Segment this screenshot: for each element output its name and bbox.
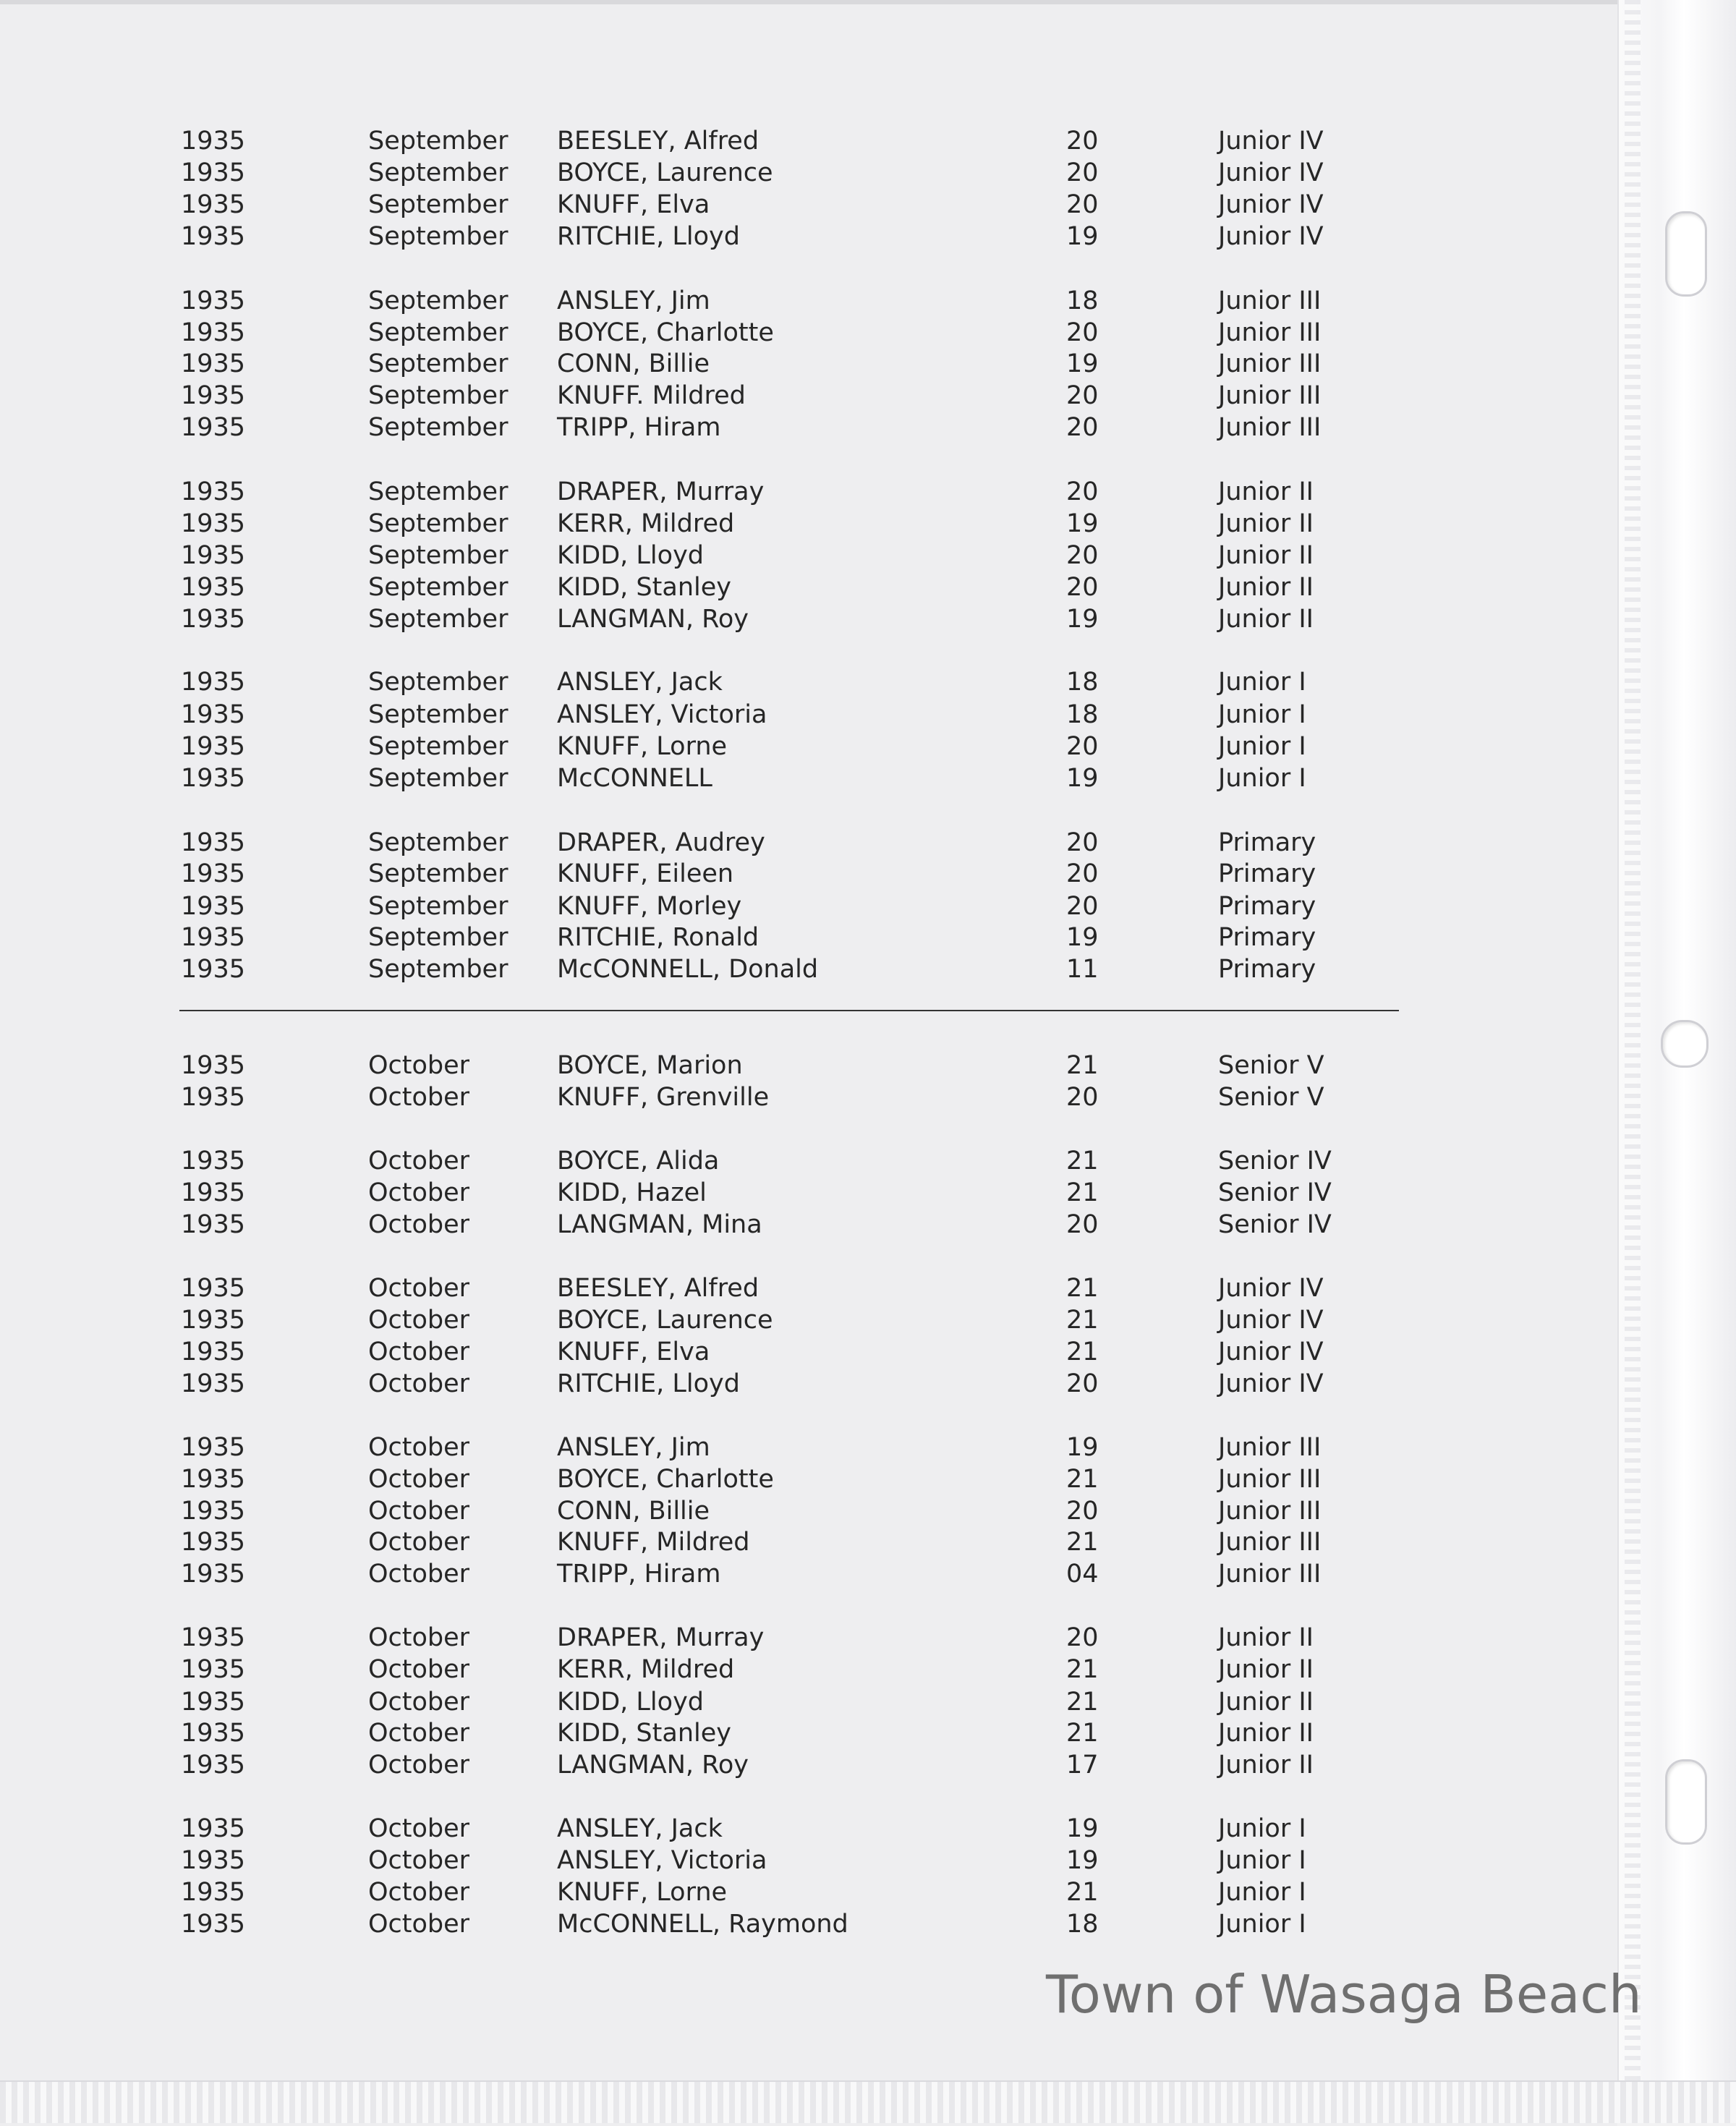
month-cell: September bbox=[368, 318, 509, 347]
table-row bbox=[0, 125, 1617, 157]
day-cell: 20 bbox=[1066, 1083, 1099, 1112]
year-cell: 1935 bbox=[181, 127, 246, 156]
day-cell: 21 bbox=[1066, 1878, 1099, 1907]
month-cell: September bbox=[368, 923, 509, 952]
month-cell: October bbox=[368, 1528, 470, 1557]
student-name-cell: RITCHIE, Lloyd bbox=[557, 1369, 740, 1398]
year-cell: 1935 bbox=[181, 859, 246, 888]
year-cell: 1935 bbox=[181, 955, 246, 984]
table-row bbox=[0, 221, 1617, 252]
binder-hole-middle bbox=[1661, 1020, 1709, 1068]
year-cell: 1935 bbox=[181, 828, 246, 857]
month-cell: September bbox=[368, 477, 509, 506]
sleeve-seam bbox=[1625, 0, 1641, 2122]
day-cell: 20 bbox=[1066, 573, 1099, 602]
student-name-cell: DRAPER, Murray bbox=[557, 477, 765, 506]
grade-cell: Junior IV bbox=[1218, 190, 1324, 219]
day-cell: 19 bbox=[1066, 1846, 1099, 1875]
grade-cell: Junior II bbox=[1218, 1719, 1314, 1748]
year-cell: 1935 bbox=[181, 700, 246, 729]
student-name-cell: RITCHIE, Lloyd bbox=[557, 222, 740, 251]
student-name-cell: BOYCE, Alida bbox=[557, 1147, 720, 1175]
student-name-cell: BOYCE, Laurence bbox=[557, 158, 773, 187]
grade-cell: Junior II bbox=[1218, 541, 1314, 570]
month-cell: September bbox=[368, 158, 509, 187]
student-name-cell: KNUFF, Eileen bbox=[557, 859, 734, 888]
month-cell: September bbox=[368, 892, 509, 921]
student-name-cell: LANGMAN, Roy bbox=[557, 1751, 749, 1780]
grade-cell: Junior IV bbox=[1218, 1369, 1324, 1398]
month-cell: September bbox=[368, 955, 509, 984]
day-cell: 20 bbox=[1066, 892, 1099, 921]
grade-cell: Junior II bbox=[1218, 1751, 1314, 1780]
student-name-cell: KNUFF, Morley bbox=[557, 892, 742, 921]
student-name-cell: RITCHIE, Ronald bbox=[557, 923, 760, 952]
month-cell: October bbox=[368, 1274, 470, 1303]
grade-cell: Primary bbox=[1218, 923, 1316, 952]
month-cell: September bbox=[368, 764, 509, 793]
day-cell: 21 bbox=[1066, 1274, 1099, 1303]
student-name-cell: McCONNELL bbox=[557, 764, 712, 793]
day-cell: 19 bbox=[1066, 1433, 1099, 1462]
month-separator-line bbox=[179, 1010, 1399, 1011]
student-name-cell: KERR, Mildred bbox=[557, 509, 735, 538]
year-cell: 1935 bbox=[181, 668, 246, 697]
grade-cell: Junior III bbox=[1218, 286, 1322, 315]
table-row bbox=[0, 1050, 1617, 1081]
grade-cell: Junior IV bbox=[1218, 1338, 1324, 1366]
student-name-cell: KIDD, Lloyd bbox=[557, 1688, 704, 1717]
day-cell: 04 bbox=[1066, 1560, 1099, 1589]
day-cell: 17 bbox=[1066, 1751, 1099, 1780]
day-cell: 20 bbox=[1066, 732, 1099, 761]
table-row bbox=[0, 1432, 1617, 1463]
month-cell: October bbox=[368, 1147, 470, 1175]
student-name-cell: KNUFF, Mildred bbox=[557, 1528, 750, 1557]
table-row bbox=[0, 157, 1617, 189]
year-cell: 1935 bbox=[181, 1306, 246, 1335]
month-cell: October bbox=[368, 1846, 470, 1875]
year-cell: 1935 bbox=[181, 381, 246, 410]
table-row bbox=[0, 1717, 1617, 1749]
day-cell: 20 bbox=[1066, 1210, 1099, 1239]
grade-cell: Junior I bbox=[1218, 764, 1306, 793]
year-cell: 1935 bbox=[181, 923, 246, 952]
grade-cell: Junior I bbox=[1218, 700, 1306, 729]
day-cell: 21 bbox=[1066, 1528, 1099, 1557]
month-cell: October bbox=[368, 1433, 470, 1462]
day-cell: 19 bbox=[1066, 923, 1099, 952]
year-cell: 1935 bbox=[181, 349, 246, 378]
student-name-cell: BEESLEY, Alfred bbox=[557, 1274, 760, 1303]
grade-cell: Junior III bbox=[1218, 318, 1322, 347]
student-name-cell: ANSLEY, Jack bbox=[557, 1814, 723, 1843]
table-row bbox=[0, 1845, 1617, 1876]
month-cell: October bbox=[368, 1688, 470, 1717]
binder-hole-bottom bbox=[1665, 1759, 1707, 1845]
student-name-cell: ANSLEY, Victoria bbox=[557, 1846, 767, 1875]
grade-cell: Primary bbox=[1218, 859, 1316, 888]
table-row bbox=[0, 1304, 1617, 1336]
year-cell: 1935 bbox=[181, 605, 246, 634]
day-cell: 20 bbox=[1066, 541, 1099, 570]
table-row bbox=[0, 1876, 1617, 1908]
grade-cell: Primary bbox=[1218, 828, 1316, 857]
student-name-cell: KNUFF. Mildred bbox=[557, 381, 746, 410]
day-cell: 21 bbox=[1066, 1655, 1099, 1684]
student-name-cell: CONN, Billie bbox=[557, 349, 710, 378]
month-cell: September bbox=[368, 127, 509, 156]
month-cell: September bbox=[368, 509, 509, 538]
table-row bbox=[0, 827, 1617, 859]
month-cell: October bbox=[368, 1623, 470, 1652]
table-row bbox=[0, 731, 1617, 762]
year-cell: 1935 bbox=[181, 1369, 246, 1398]
grade-cell: Junior I bbox=[1218, 668, 1306, 697]
day-cell: 19 bbox=[1066, 1814, 1099, 1843]
table-row bbox=[0, 1463, 1617, 1495]
day-cell: 20 bbox=[1066, 828, 1099, 857]
grade-cell: Junior IV bbox=[1218, 1274, 1324, 1303]
table-row bbox=[0, 1368, 1617, 1400]
student-name-cell: BEESLEY, Alfred bbox=[557, 127, 760, 156]
grade-cell: Junior II bbox=[1218, 1623, 1314, 1652]
student-name-cell: ANSLEY, Jim bbox=[557, 1433, 710, 1462]
grade-cell: Junior IV bbox=[1218, 158, 1324, 187]
table-row bbox=[0, 1813, 1617, 1845]
table-row bbox=[0, 1686, 1617, 1718]
month-cell: October bbox=[368, 1497, 470, 1526]
day-cell: 20 bbox=[1066, 190, 1099, 219]
year-cell: 1935 bbox=[181, 1497, 246, 1526]
table-row bbox=[0, 1908, 1617, 1940]
table-row bbox=[0, 571, 1617, 603]
student-name-cell: CONN, Billie bbox=[557, 1497, 710, 1526]
year-cell: 1935 bbox=[181, 509, 246, 538]
month-cell: October bbox=[368, 1719, 470, 1748]
year-cell: 1935 bbox=[181, 318, 246, 347]
month-cell: October bbox=[368, 1338, 470, 1366]
table-row bbox=[0, 1081, 1617, 1113]
year-cell: 1935 bbox=[181, 190, 246, 219]
day-cell: 21 bbox=[1066, 1147, 1099, 1175]
day-cell: 18 bbox=[1066, 1910, 1099, 1939]
day-cell: 18 bbox=[1066, 286, 1099, 315]
month-cell: September bbox=[368, 349, 509, 378]
year-cell: 1935 bbox=[181, 1210, 246, 1239]
year-cell: 1935 bbox=[181, 413, 246, 442]
table-row bbox=[0, 1654, 1617, 1685]
day-cell: 19 bbox=[1066, 764, 1099, 793]
day-cell: 21 bbox=[1066, 1306, 1099, 1335]
table-row bbox=[0, 699, 1617, 731]
student-name-cell: KNUFF, Elva bbox=[557, 190, 710, 219]
month-cell: October bbox=[368, 1560, 470, 1589]
grade-cell: Senior IV bbox=[1218, 1178, 1332, 1207]
student-name-cell: ANSLEY, Jack bbox=[557, 668, 723, 697]
grade-cell: Junior III bbox=[1218, 349, 1322, 378]
student-name-cell: ANSLEY, Victoria bbox=[557, 700, 767, 729]
student-name-cell: KIDD, Lloyd bbox=[557, 541, 704, 570]
grade-cell: Senior V bbox=[1218, 1083, 1324, 1112]
month-cell: October bbox=[368, 1655, 470, 1684]
day-cell: 20 bbox=[1066, 158, 1099, 187]
year-cell: 1935 bbox=[181, 541, 246, 570]
year-cell: 1935 bbox=[181, 732, 246, 761]
month-cell: October bbox=[368, 1178, 470, 1207]
binder-hole-top bbox=[1665, 211, 1707, 297]
year-cell: 1935 bbox=[181, 1623, 246, 1652]
grade-cell: Junior I bbox=[1218, 1910, 1306, 1939]
grade-cell: Junior I bbox=[1218, 1814, 1306, 1843]
day-cell: 18 bbox=[1066, 668, 1099, 697]
year-cell: 1935 bbox=[181, 1274, 246, 1303]
student-name-cell: KERR, Mildred bbox=[557, 1655, 735, 1684]
table-row bbox=[0, 922, 1617, 953]
month-cell: September bbox=[368, 573, 509, 602]
table-row bbox=[0, 285, 1617, 317]
grade-cell: Junior III bbox=[1218, 413, 1322, 442]
day-cell: 20 bbox=[1066, 1369, 1099, 1398]
grade-cell: Junior III bbox=[1218, 1465, 1322, 1494]
month-cell: October bbox=[368, 1910, 470, 1939]
year-cell: 1935 bbox=[181, 1560, 246, 1589]
grade-cell: Junior III bbox=[1218, 1528, 1322, 1557]
day-cell: 20 bbox=[1066, 477, 1099, 506]
table-row bbox=[0, 953, 1617, 985]
student-name-cell: DRAPER, Audrey bbox=[557, 828, 765, 857]
grade-cell: Junior II bbox=[1218, 1655, 1314, 1684]
grade-cell: Junior IV bbox=[1218, 1306, 1324, 1335]
day-cell: 21 bbox=[1066, 1178, 1099, 1207]
year-cell: 1935 bbox=[181, 1878, 246, 1907]
student-name-cell: McCONNELL, Donald bbox=[557, 955, 819, 984]
table-row bbox=[0, 380, 1617, 412]
grade-cell: Junior III bbox=[1218, 381, 1322, 410]
day-cell: 21 bbox=[1066, 1719, 1099, 1748]
day-cell: 21 bbox=[1066, 1688, 1099, 1717]
student-name-cell: BOYCE, Charlotte bbox=[557, 318, 774, 347]
grade-cell: Primary bbox=[1218, 955, 1316, 984]
year-cell: 1935 bbox=[181, 222, 246, 251]
day-cell: 21 bbox=[1066, 1051, 1099, 1080]
month-cell: October bbox=[368, 1878, 470, 1907]
day-cell: 20 bbox=[1066, 1623, 1099, 1652]
day-cell: 19 bbox=[1066, 222, 1099, 251]
year-cell: 1935 bbox=[181, 1178, 246, 1207]
day-cell: 20 bbox=[1066, 127, 1099, 156]
student-name-cell: KIDD, Stanley bbox=[557, 573, 731, 602]
grade-cell: Junior III bbox=[1218, 1497, 1322, 1526]
table-row bbox=[0, 1495, 1617, 1527]
grade-cell: Junior IV bbox=[1218, 222, 1324, 251]
student-name-cell: McCONNELL, Raymond bbox=[557, 1910, 848, 1939]
year-cell: 1935 bbox=[181, 1751, 246, 1780]
month-cell: October bbox=[368, 1465, 470, 1494]
student-name-cell: BOYCE, Laurence bbox=[557, 1306, 773, 1335]
day-cell: 11 bbox=[1066, 955, 1099, 984]
grade-cell: Junior II bbox=[1218, 605, 1314, 634]
table-row bbox=[0, 540, 1617, 571]
student-name-cell: KNUFF, Elva bbox=[557, 1338, 710, 1366]
month-cell: September bbox=[368, 700, 509, 729]
grade-cell: Senior IV bbox=[1218, 1210, 1332, 1239]
watermark: Town of Wasaga Beach bbox=[1046, 1964, 1642, 2025]
table-row bbox=[0, 508, 1617, 540]
grade-cell: Junior II bbox=[1218, 509, 1314, 538]
table-row bbox=[0, 1145, 1617, 1177]
month-cell: October bbox=[368, 1051, 470, 1080]
year-cell: 1935 bbox=[181, 1147, 246, 1175]
month-cell: October bbox=[368, 1083, 470, 1112]
student-name-cell: LANGMAN, Mina bbox=[557, 1210, 762, 1239]
grade-cell: Junior III bbox=[1218, 1433, 1322, 1462]
student-name-cell: DRAPER, Murray bbox=[557, 1623, 765, 1652]
table-row bbox=[0, 189, 1617, 221]
year-cell: 1935 bbox=[181, 573, 246, 602]
grade-cell: Junior I bbox=[1218, 1878, 1306, 1907]
year-cell: 1935 bbox=[181, 477, 246, 506]
month-cell: September bbox=[368, 286, 509, 315]
table-row bbox=[0, 1209, 1617, 1241]
table-row bbox=[0, 317, 1617, 349]
student-name-cell: KNUFF, Grenville bbox=[557, 1083, 770, 1112]
month-cell: September bbox=[368, 605, 509, 634]
year-cell: 1935 bbox=[181, 1433, 246, 1462]
day-cell: 20 bbox=[1066, 859, 1099, 888]
student-name-cell: TRIPP, Hiram bbox=[557, 1560, 721, 1589]
year-cell: 1935 bbox=[181, 1528, 246, 1557]
table-row bbox=[0, 476, 1617, 508]
student-name-cell: BOYCE, Charlotte bbox=[557, 1465, 774, 1494]
month-cell: October bbox=[368, 1210, 470, 1239]
day-cell: 20 bbox=[1066, 1497, 1099, 1526]
table-row bbox=[0, 603, 1617, 635]
month-cell: September bbox=[368, 381, 509, 410]
year-cell: 1935 bbox=[181, 1051, 246, 1080]
year-cell: 1935 bbox=[181, 764, 246, 793]
table-row bbox=[0, 1272, 1617, 1304]
month-cell: September bbox=[368, 668, 509, 697]
month-cell: September bbox=[368, 222, 509, 251]
year-cell: 1935 bbox=[181, 1719, 246, 1748]
student-name-cell: LANGMAN, Roy bbox=[557, 605, 749, 634]
year-cell: 1935 bbox=[181, 1083, 246, 1112]
year-cell: 1935 bbox=[181, 1465, 246, 1494]
table-row bbox=[0, 762, 1617, 794]
grade-cell: Junior II bbox=[1218, 477, 1314, 506]
student-name-cell: KIDD, Stanley bbox=[557, 1719, 731, 1748]
year-cell: 1935 bbox=[181, 1814, 246, 1843]
year-cell: 1935 bbox=[181, 1910, 246, 1939]
month-cell: October bbox=[368, 1306, 470, 1335]
month-cell: September bbox=[368, 413, 509, 442]
table-row bbox=[0, 1622, 1617, 1654]
grade-cell: Senior IV bbox=[1218, 1147, 1332, 1175]
month-cell: September bbox=[368, 732, 509, 761]
day-cell: 19 bbox=[1066, 509, 1099, 538]
student-name-cell: KIDD, Hazel bbox=[557, 1178, 707, 1207]
year-cell: 1935 bbox=[181, 1846, 246, 1875]
day-cell: 21 bbox=[1066, 1338, 1099, 1366]
day-cell: 19 bbox=[1066, 605, 1099, 634]
table-row bbox=[0, 858, 1617, 890]
grade-cell: Junior II bbox=[1218, 1688, 1314, 1717]
year-cell: 1935 bbox=[181, 1338, 246, 1366]
student-name-cell: KNUFF, Lorne bbox=[557, 732, 728, 761]
day-cell: 20 bbox=[1066, 318, 1099, 347]
month-cell: September bbox=[368, 541, 509, 570]
year-cell: 1935 bbox=[181, 158, 246, 187]
student-name-cell: BOYCE, Marion bbox=[557, 1051, 743, 1080]
grade-cell: Junior IV bbox=[1218, 127, 1324, 156]
year-cell: 1935 bbox=[181, 892, 246, 921]
table-row bbox=[0, 348, 1617, 380]
table-row bbox=[0, 1749, 1617, 1781]
student-name-cell: TRIPP, Hiram bbox=[557, 413, 721, 442]
month-cell: October bbox=[368, 1369, 470, 1398]
table-row bbox=[0, 666, 1617, 698]
month-cell: September bbox=[368, 828, 509, 857]
day-cell: 20 bbox=[1066, 413, 1099, 442]
table-row bbox=[0, 890, 1617, 922]
year-cell: 1935 bbox=[181, 1688, 246, 1717]
year-cell: 1935 bbox=[181, 1655, 246, 1684]
table-row bbox=[0, 1177, 1617, 1209]
student-name-cell: KNUFF, Lorne bbox=[557, 1878, 728, 1907]
table-row bbox=[0, 1558, 1617, 1590]
day-cell: 19 bbox=[1066, 349, 1099, 378]
day-cell: 20 bbox=[1066, 381, 1099, 410]
grade-cell: Junior III bbox=[1218, 1560, 1322, 1589]
grade-cell: Primary bbox=[1218, 892, 1316, 921]
year-cell: 1935 bbox=[181, 286, 246, 315]
day-cell: 18 bbox=[1066, 700, 1099, 729]
grade-cell: Junior I bbox=[1218, 732, 1306, 761]
grade-cell: Junior II bbox=[1218, 573, 1314, 602]
month-cell: September bbox=[368, 859, 509, 888]
month-cell: October bbox=[368, 1751, 470, 1780]
day-cell: 21 bbox=[1066, 1465, 1099, 1494]
table-row bbox=[0, 1336, 1617, 1368]
student-name-cell: ANSLEY, Jim bbox=[557, 286, 710, 315]
month-cell: September bbox=[368, 190, 509, 219]
month-cell: October bbox=[368, 1814, 470, 1843]
table-row bbox=[0, 1526, 1617, 1558]
grade-cell: Senior V bbox=[1218, 1051, 1324, 1080]
grade-cell: Junior I bbox=[1218, 1846, 1306, 1875]
table-row bbox=[0, 412, 1617, 443]
